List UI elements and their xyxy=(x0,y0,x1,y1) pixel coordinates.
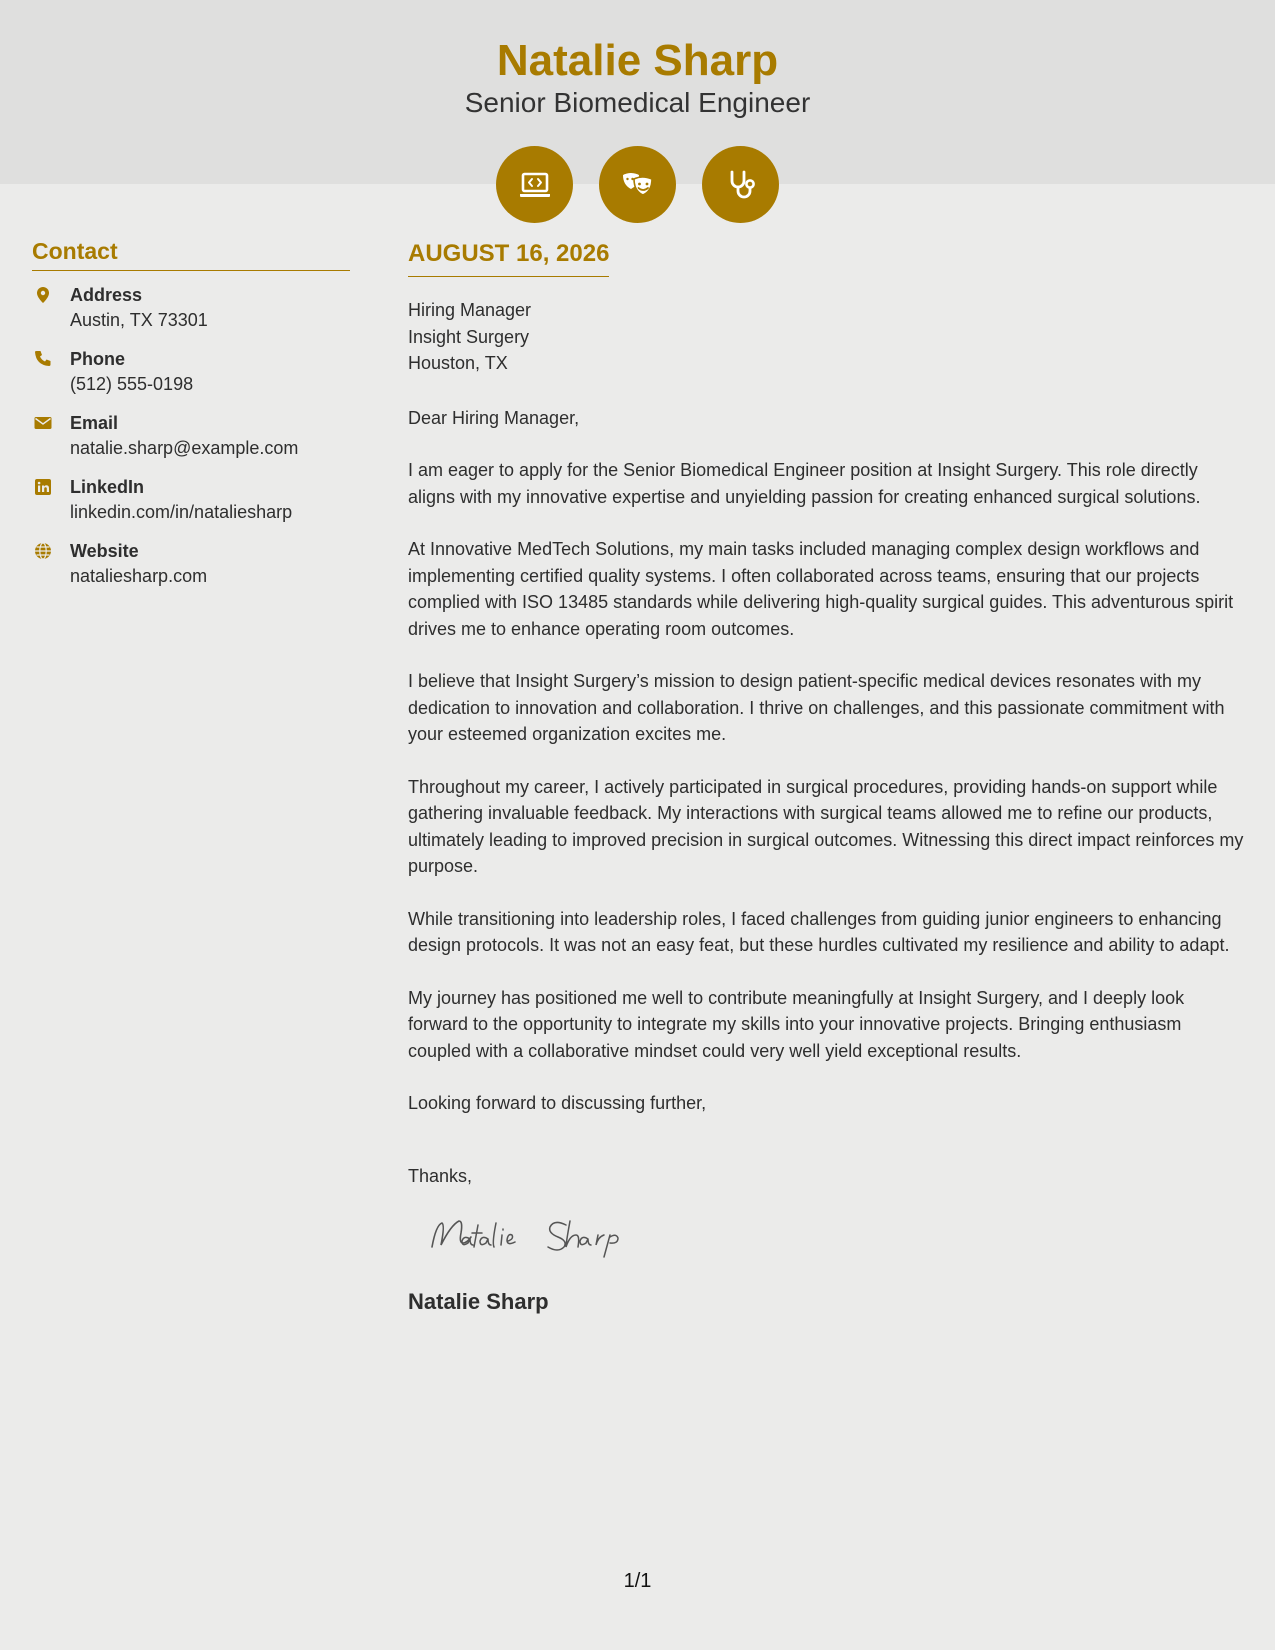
contact-item-linkedin xyxy=(32,475,350,525)
stethoscope-icon xyxy=(702,146,779,223)
handwritten-signature xyxy=(426,1211,1248,1261)
contact-value: Austin, TX 73301 xyxy=(70,310,208,330)
page-number: 1/1 xyxy=(623,1570,652,1592)
closing-line: Looking forward to discussing further, xyxy=(408,1093,707,1113)
contact-label: Address xyxy=(70,285,143,305)
contact-heading: Contact xyxy=(32,236,350,271)
contact-list xyxy=(32,283,350,589)
contact-label: LinkedIn xyxy=(70,477,145,497)
contact-value: (512) 555-0198 xyxy=(70,374,194,394)
recipient-block xyxy=(408,297,1248,377)
recipient-line: Hiring Manager xyxy=(408,300,532,320)
letter-body xyxy=(408,238,1248,1315)
contact-label: Email xyxy=(70,413,119,433)
contact-value: linkedin.com/in/nataliesharp xyxy=(70,502,293,522)
contact-label: Phone xyxy=(70,349,126,369)
letter-paragraph: I am eager to apply for the Senior Biomedical Engineer position at Insight Surgery. This role directly aligns with my innovative expertise and unyielding passion for creating enhanced surgical solutions. xyxy=(408,460,1201,507)
envelope-icon xyxy=(32,411,70,461)
signed-name: Natalie Sharp xyxy=(408,1289,549,1314)
globe-icon xyxy=(32,539,70,589)
salutation: Dear Hiring Manager, xyxy=(408,407,580,428)
header-icon-row xyxy=(496,146,779,223)
applicant-name: Natalie Sharp xyxy=(496,36,779,85)
contact-label: Website xyxy=(70,541,139,561)
letter-date: AUGUST 16, 2026 xyxy=(408,238,609,277)
sign-off: Thanks, xyxy=(408,1165,473,1186)
applicant-title: Senior Biomedical Engineer xyxy=(464,87,811,118)
recipient-line: Houston, TX xyxy=(408,353,508,373)
contact-sidebar xyxy=(32,236,350,603)
contact-item-phone xyxy=(32,347,350,397)
letter-paragraph: I believe that Insight Surgery’s mission to design patient-specific medical devices resonates with my dedication to innovation and collaboration. I thrive on challenges, and this passionate commitment with your esteemed organization excites me. xyxy=(408,671,1225,744)
contact-value: nataliesharp.com xyxy=(70,566,208,586)
contact-item-website xyxy=(32,539,350,589)
letter-paragraph: At Innovative MedTech Solutions, my main tasks included managing complex design workflows and implementing certified quality systems. I often collaborated across teams, ensuring that our projects complied with ISO 13485 standards while delivering high-quality surgical guides. This adventurous spirit drives me to enhance operating room outcomes. xyxy=(408,539,1234,639)
map-pin-icon xyxy=(32,283,70,333)
contact-item-email xyxy=(32,411,350,461)
recipient-line: Insight Surgery xyxy=(408,326,530,347)
laptop-code-icon xyxy=(496,146,573,223)
phone-icon xyxy=(32,347,70,397)
contact-value: natalie.sharp@example.com xyxy=(70,438,299,458)
linkedin-icon xyxy=(32,475,70,525)
letter-paragraph: My journey has positioned me well to contribute meaningfully at Insight Surgery, and I deeply look forward to the opportunity to integrate my skills into your innovative projects. Bringing enthusiasm coupled with a collaborative mindset could very well yield exceptional results. xyxy=(408,987,1185,1061)
letter-paragraph: While transitioning into leadership roles, I faced challenges from guiding junior engineers to enhancing design protocols. It was not an easy feat, but these hurdles cultivated my resilience and ability to adapt. xyxy=(408,908,1230,955)
contact-item-address xyxy=(32,283,350,333)
theater-masks-icon xyxy=(599,146,676,223)
letter-paragraph: Throughout my career, I actively participated in surgical procedures, providing hands-on support while gathering invaluable feedback. My interactions with surgical teams allowed me to refine our products, ultimately leading to improved precision in surgical outcomes. Witnessing this direct impact reinforces my purpose. xyxy=(408,776,1244,876)
